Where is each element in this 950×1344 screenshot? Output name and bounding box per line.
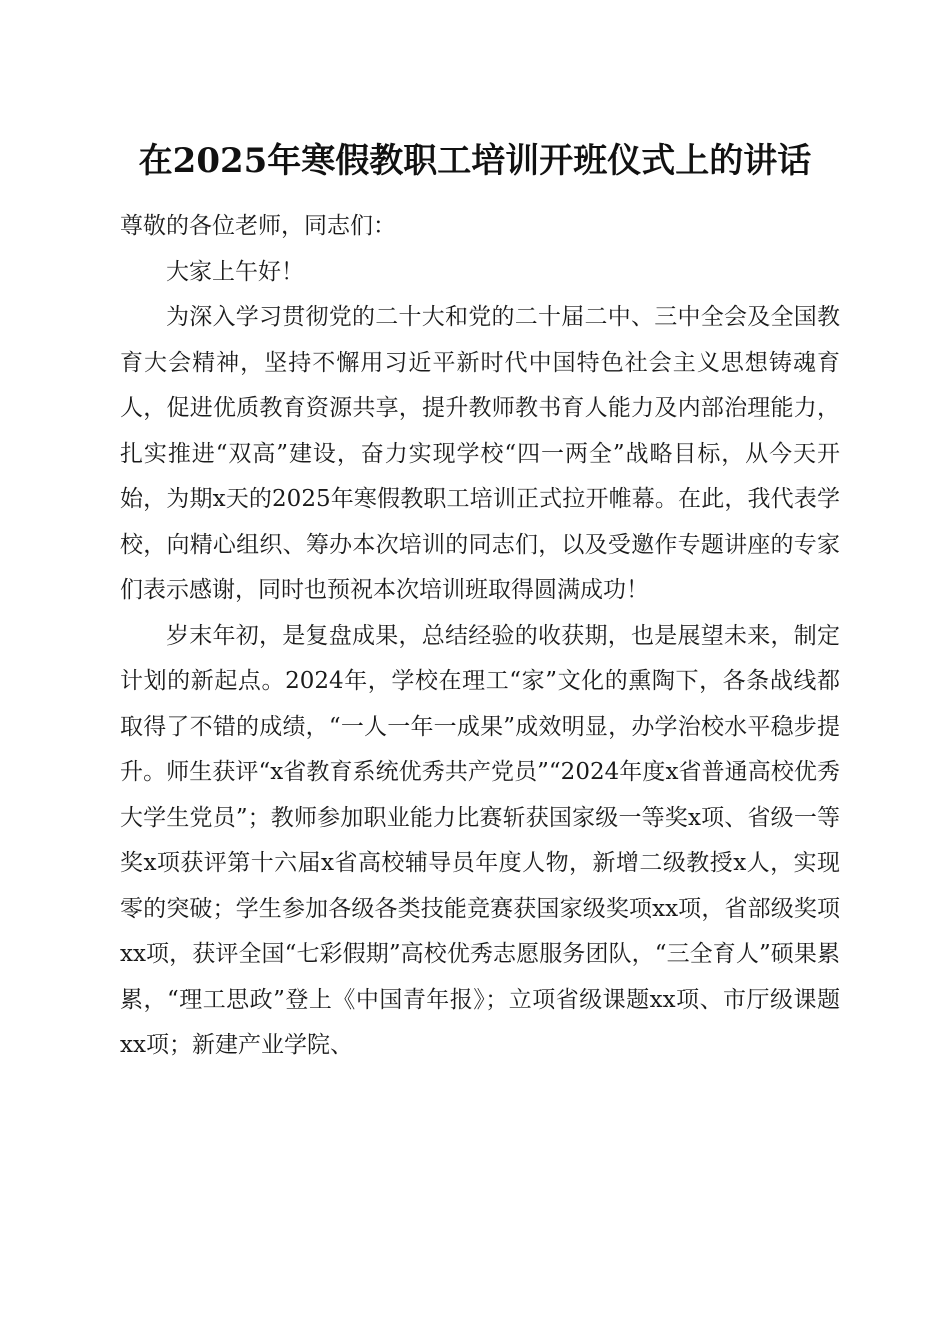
paragraph-review: 岁末年初，是复盘成果，总结经验的收获期，也是展望未来，制定计划的新起点。2024年，学校在理工“家”文化的熏陶下，各条战线都取得了不错的成绩，“一人一年一成果”成效明显，办学治校水平稳步提升。师生获评“x省教育系统优秀共产党员”“2024年度x省普通高校优秀大学生党员”；教师参加职业能力比赛斩获国家级一等奖x项、省级一等奖x项获评第十六届x省高校辅导员年度人物，新增二级教授x人，实现零的突破；学生参加各级各类技能竞赛获国家级奖项xx项，省部级奖项xx项，获评全国“七彩假期”高校优秀志愿服务团队，“三全育人”硕果累累，“理工思政”登上《中国青年报》；立项省级课题xx项、市厅级课题xx项；新建产业学院、 <box>120 622 840 1058</box>
document-title: 在2025年寒假教职工培训开班仪式上的讲话 <box>138 141 812 181</box>
paragraph-greeting: 大家上午好！ <box>166 258 304 285</box>
paragraph-opening: 为深入学习贯彻党的二十大和党的二十届二中、三中全会及全国教育大会精神，坚持不懈用习近平新时代中国特色社会主义思想铸魂育人，促进优质教育资源共享，提升教师教书育人能力及内部治理能力，扎实推进“双高”建设，奋力实现学校“四一两全”战略目标，从今天开始，为期x天的2025年寒假教职工培训正式拉开帷幕。在此，我代表学校，向精心组织、筹办本次培训的同志们，以及受邀作专题讲座的专家们表示感谢，同时也预祝本次培训班取得圆满成功！ <box>120 304 840 603</box>
document-body <box>120 204 840 1069</box>
salutation: 尊敬的各位老师，同志们： <box>120 213 396 239</box>
